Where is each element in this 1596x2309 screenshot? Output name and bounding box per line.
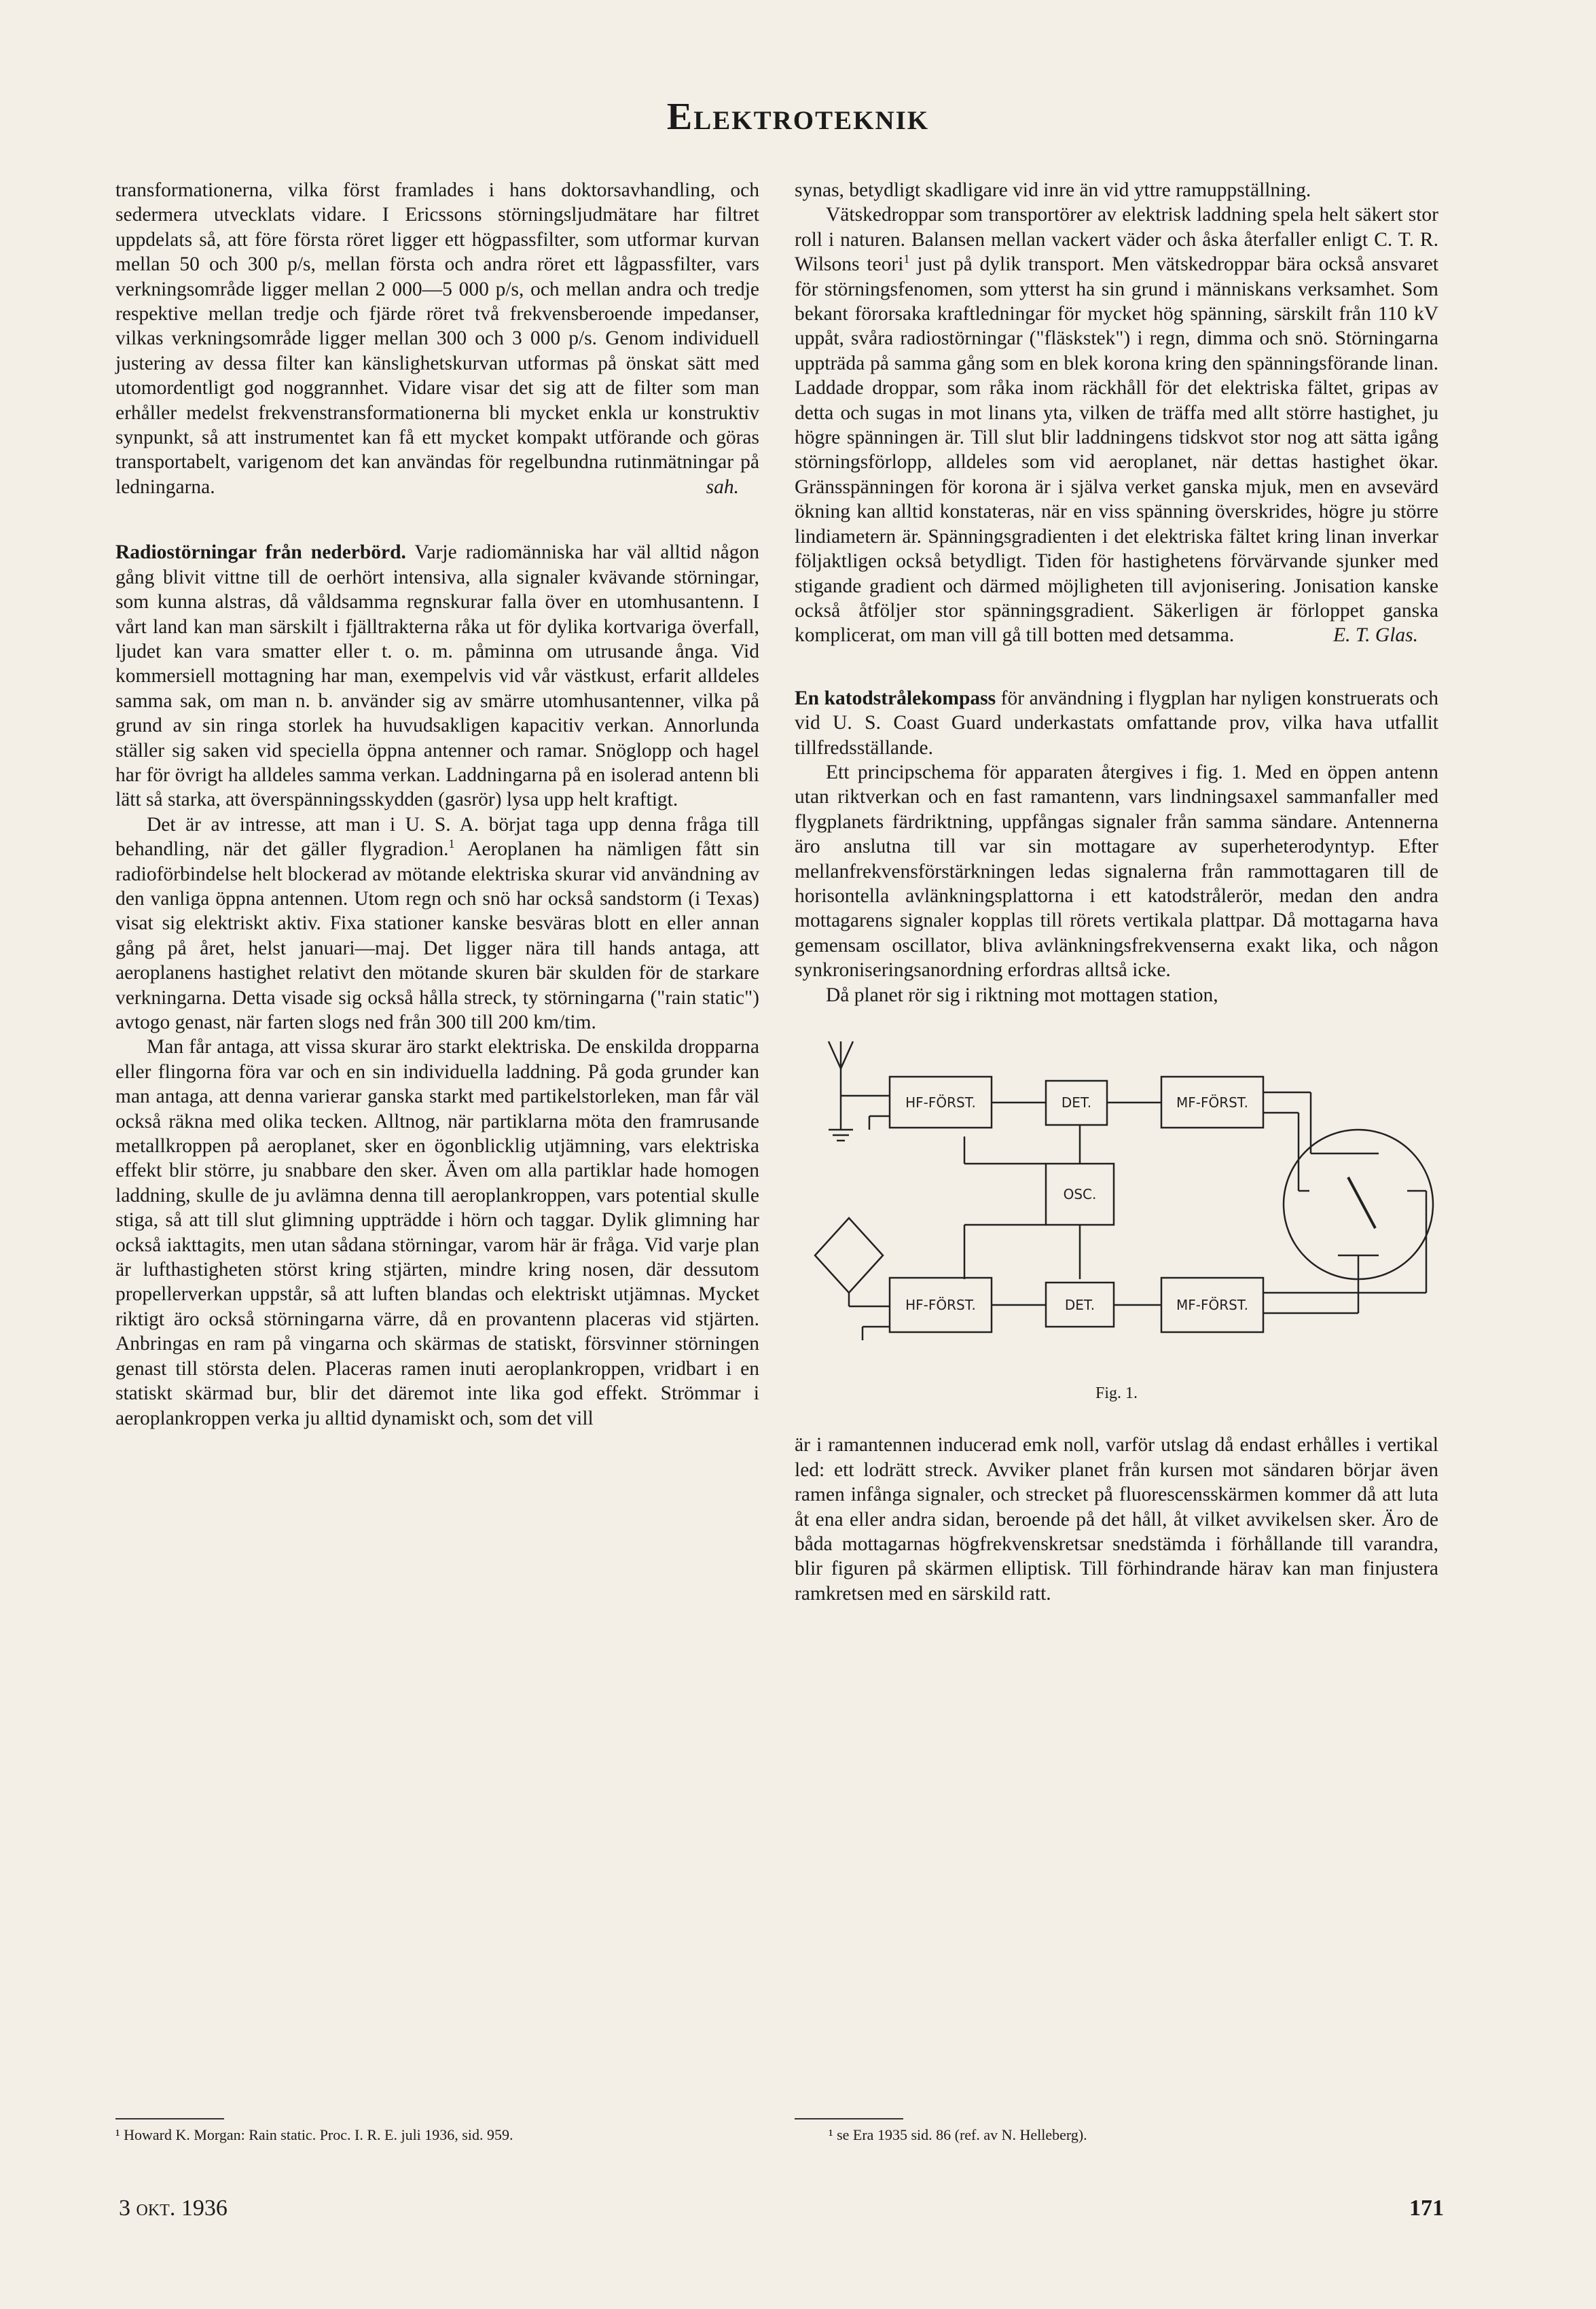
loop-antenna [815, 1218, 883, 1293]
section-lead: En katodstrålekompass [795, 687, 996, 709]
footnote-ref: 1 [448, 837, 455, 851]
label-det-lower: DET. [1064, 1297, 1095, 1313]
antenna-arm [841, 1041, 853, 1069]
paragraph-text: synas, betydligt skadligare vid inre än vid yttre ramuppställning. [795, 179, 1311, 201]
label-hf-lower: HF-FÖRST. [905, 1297, 976, 1313]
circuit-diagram [795, 1021, 1438, 1374]
paragraph [795, 202, 1438, 647]
signature: E. T. Glas. [1333, 624, 1418, 647]
label-hf-upper: HF-FÖRST. [905, 1094, 976, 1111]
page-number: 171 [1409, 2196, 1444, 2221]
footnote-left: ¹ Howard K. Morgan: Rain static. Proc. I. R. E. juli 1936, sid. 959. [115, 2126, 513, 2143]
paragraph [795, 686, 1438, 760]
label-mf-upper: MF-FÖRST. [1176, 1094, 1249, 1111]
paragraph-text: är i ramantennen inducerad emk noll, varför utslag då endast erhålles i vertikal led: ett lodrätt streck. Avviker planet från kursen mot sändaren börjar även ramen infånga signaler, och strecket på fluorescensskärmen kommer då att luta åt ena eller andra sidan, beroende på det håll, åt vilket avvikelsen sker. Äro de båda mottagarnas högfrekvenskretsar snedstämda i förhållande till varandra, blir figuren på skärmen elliptisk. Till förhindrande härav kan man finjustera ramkretsen med en särskild ratt. [795, 1434, 1438, 1605]
issue-date: 3 okt. 1936 [119, 2196, 228, 2221]
paragraph [795, 1433, 1438, 1606]
label-det-upper: DET. [1061, 1094, 1092, 1111]
paragraph-text: just på dylik transport. Men vätskedroppar bära också ansvaret för störningsfenomen, som ytterst ha sin grund i människans verksamhet. Som bekant förorsaka kraftledningar för mycket hög spänning, särskilt från 110 kV uppåt, svåra radiostörningar ("fläskstek") i regn, dimma och snö. Störningarna uppträda på samma gång som en blek korona kring den spänningsförande linan. Laddade droppar, som råka inom räckhåll för det elektriska fältet, gripas av detta och sugas in mot linans yta, vilken de träffa med allt större hastighet, ju högre spänningen är. Till slut blir laddningens tidskvot stor nog att sätta igång störningsförlopp, alldeles som vid aeroplanet, när dettas hastighet ökar. Gränsspänningen för korona är i själva verket ganska mjuk, men en avsevärd ökning kan alltid konstateras, när en viss spänning överskrides, högre ju större lindiametern är. Spänningsgradienten i det elektriska fältet kring linan inverkar följaktligen också betydligt. Tiden för hastighetens förvärvande sjunker med stigande gradient och därmed möjligheten till avjonisering. Jonisation kanske också åtföljer stor spänningsgradient. Säkerligen är förloppet ganska komplicerat, om man vill gå till botten med detsamma. [795, 253, 1439, 647]
figure-caption: Fig. 1. [1095, 1384, 1138, 1402]
right-column [795, 178, 1438, 1606]
paragraph [115, 540, 759, 812]
paragraph-text: Det är av intresse, att man i U. S. A. börjat taga upp denna fråga till behandling, när det gäller flygradion. [115, 813, 759, 861]
page-header: Elektroteknik [666, 96, 930, 138]
paragraph [115, 178, 759, 499]
label-osc: OSC. [1063, 1186, 1097, 1202]
paragraph-text: Då planet rör sig i riktning mot mottagen station, [826, 984, 1218, 1006]
paragraph [115, 1035, 759, 1431]
section-lead: Radiostörningar från nederbörd. [115, 541, 406, 564]
left-column [115, 178, 759, 1431]
footnote-rule [795, 2118, 903, 2119]
paragraph-text: Man får antaga, att vissa skurar äro starkt elektriska. De enskilda dropparna eller flingorna föra var och en sin individuella laddning. På goda grunder kan man antaga, att denna varierar ganska starkt med partikelstorleken, man får väl också räkna med olika tecken. Alltnog, när partiklarna möta den framrusande metallkroppen på aeroplanet, sker en ögonblicklig utjämning, vars elektriska effekt blir större, ju snabbare den sker. Även om alla partiklar hade homogen laddning, skulle de ju avlämna denna till aeroplankroppen, vars potential skulle stiga, så att till slut glimning uppträdde i hörn och taggar. Dylik glimning har också iakttagits, men utan sådana störningar, varom här är fråga. Vid varje plan är lufthastigheten störst kring stjärten, mindre kring nosen, där dessutom propellerverkan uppstår, så att luften blandas och elektriskt utjämnas. Mycket riktigt äro också störningarna värre, då en provantenn placeras vid stjärten. Anbringas en ram på vingarna och skärmas de statiskt, försvinner störningen genast till största delen. Placeras ramen inuti aeroplankroppen, vridbart i en statiskt skärmad bur, blir det däremot inte lika god effekt. Strömmar i aeroplankroppen verka ju alltid dynamiskt och, som det vill [115, 1036, 759, 1429]
trace-line [1348, 1177, 1375, 1228]
footnote-ref: 1 [903, 252, 910, 266]
paragraph-text: Aeroplanen ha nämligen fått sin radioförbindelse helt blockerad av mötande elektriska skurar vid användning av den vanliga öppna antennen. Utom regn och snö har också sandstorm (i Texas) visat sig elektriskt aktiv. Fixa stationer kanske besväras blott en eller annan gång på året, helst januari—maj. Det ligger nära till hands antaga, att aeroplanens hastighet relativt den mötande skuren bär skulden för de starkare verkningarna. Detta visade sig också hålla streck, ty störningarna ("rain static") avtogo genast, när farten slogs ned från 300 till 200 km/tim. [115, 838, 759, 1033]
paragraph-text: Vätskedroppar som transportörer av elektrisk laddning spela helt säkert stor roll i naturen. Balansen mellan vackert väder och åska återfaller enligt C. T. R. Wilsons teori [795, 204, 1438, 276]
paragraph-text: Ett principschema för apparaten återgives i fig. 1. Med en öppen antenn utan riktverkan och en fast ramantenn, vars lindningsaxel sammanfaller med flygplanets färdriktning, uppfångas signaler från samma sändare. Antennerna äro anslutna till var sin mottagare av superheterodyntyp. Efter mellanfrekvensförstärkningen ledas signalerna från rammottagaren till de horisontella avlänkningsplattorna i ett katodstrålerör, medan den andra mottagarens signaler kopplas till rörets vertikala plattpar. Då mottagarna hava gemensam oscillator, bliva avlänkningsfrekvenserna exakt lika, och någon synkroniseringsanordning erfordras alltså icke. [795, 761, 1438, 982]
antenna-arm [829, 1041, 841, 1069]
label-mf-lower: MF-FÖRST. [1176, 1297, 1249, 1313]
figure-1 [795, 1021, 1438, 1374]
signature: sah. [706, 476, 739, 498]
paragraph [795, 178, 1438, 202]
paragraph [795, 983, 1438, 1007]
footnote-right: ¹ se Era 1935 sid. 86 (ref. av N. Helleberg). [829, 2126, 1087, 2143]
footnote-rule [115, 2118, 224, 2119]
paragraph-text: Varje radiomänniska har väl alltid någon gång blivit vittne till de oerhört intensiva, alla signaler kvävande störningar, som kunna alstras, då våldsamma regnskurar falla över en utomhusantenn. I vårt land kan man särskilt i fjälltrakterna råka ut för dylika kortvariga överfall, ljudet kan vara smatter eller t. o. m. påminna om utrusande ånga. Vid kommersiell mottagning har man, exempelvis vid vår västkust, erfarit alldeles samma sak, om man n. b. använder sig av smärre utomhusantenner, vilka på grund av sin ringa storlek ha huvudsakligen kapacitiv verkan. Annorlunda ställer sig saken vid speciella öppna antenner och ramar. Snöglopp och hagel har för övrigt ha alldeles samma verkan. Laddningarna på en isolerad antenn bli lätt så starka, att överspänningsskydden (gasrör) lysa upp helt kraftigt. [115, 541, 759, 811]
paragraph [115, 812, 759, 1035]
paragraph-text: för användning i flygplan har nyligen konstruerats och vid U. S. Coast Guard underkastats omfattande prov, vilka hava utfallit tillfredsställande. [795, 687, 1438, 759]
paragraph [795, 760, 1438, 983]
paragraph-text: transformationerna, vilka först framlades i hans doktorsavhandling, och sedermera utvecklats vidare. I Ericssons störningsljudmätare har filtret uppdelats så, att före första röret ligger ett högpassfilter, som utformar kurvan mellan 50 och 300 p/s, mellan första och andra röret ett lågpassfilter, vars verkningsområde ligger mellan 2 000—5 000 p/s, och mellan andra och tredje respektive mellan tredje och fjärde röret två frekvensberoende impedanser, vilkas verkningsområde ligger mellan 300 och 3 000 p/s. Genom individuell justering av dessa filter kan känslighetskurvan utformas på önskat sätt med utomordentligt god noggrannhet. Vidare visar det sig att de filter som man erhåller medelst frekvenstransformationerna bli mycket enkla ur konstruktiv synpunkt, så att instrumentet kan få ett mycket kompakt utförande och göras transportabelt, varigenom det kan användas för regelbundna rutinmätningar på ledningarna. [115, 179, 759, 498]
